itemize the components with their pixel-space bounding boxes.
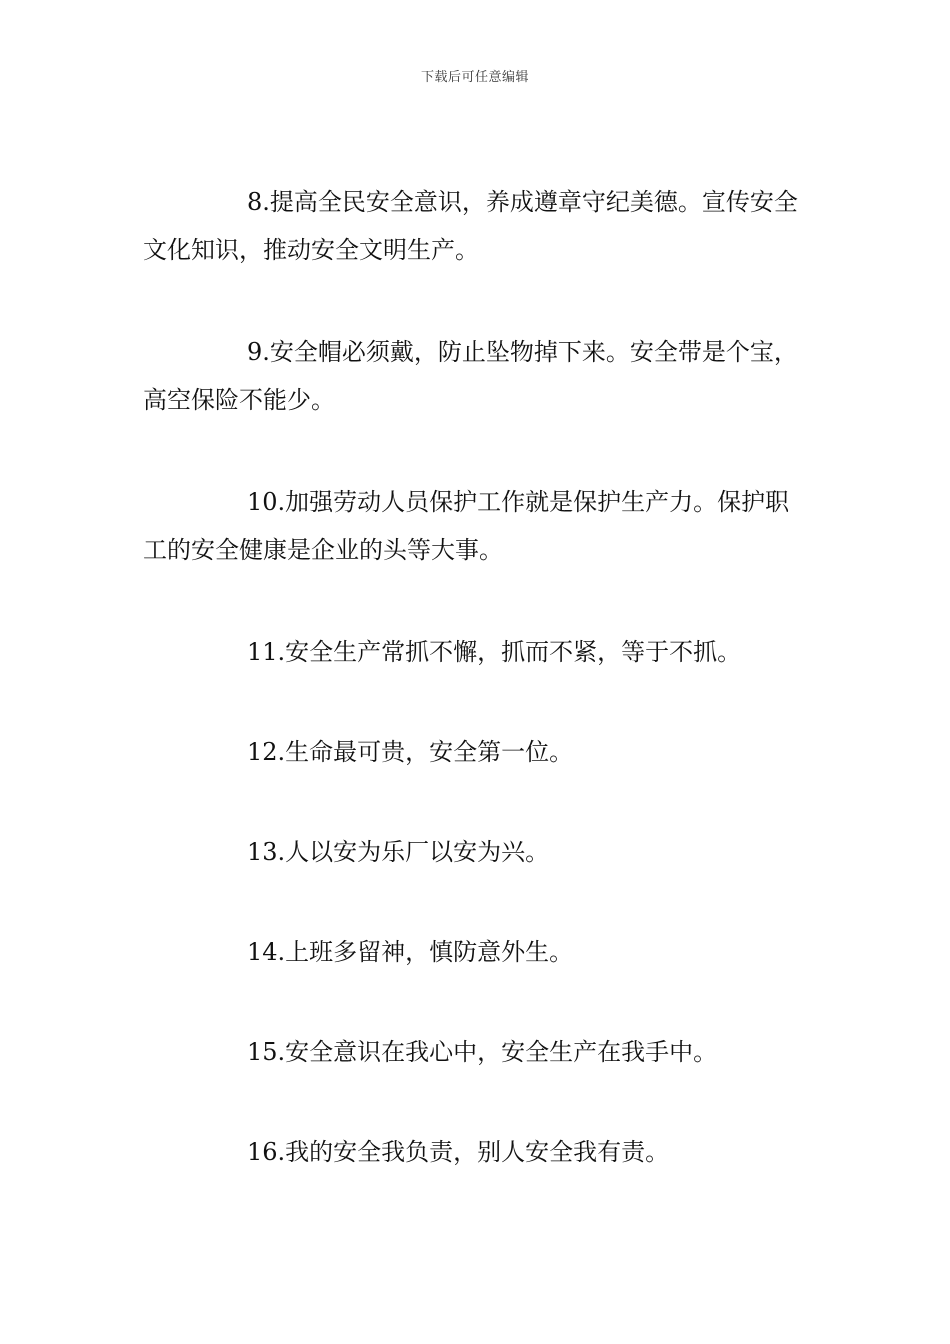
list-item: 15.安全意识在我心中，安全生产在我手中。: [247, 1038, 718, 1066]
list-item: 13.人以安为乐厂以安为兴。: [247, 838, 550, 866]
list-item: 11.安全生产常抓不懈，抓而不紧，等于不抓。: [247, 638, 742, 666]
list-item: 8.提高全民安全意识，养成遵章守纪美德。宣传安全文化知识，推动安全文明生产。: [143, 188, 798, 264]
list-item: 9.安全帽必须戴，防止坠物掉下来。安全带是个宝，高空保险不能少。: [143, 338, 798, 414]
list-item: 12.生命最可贵，安全第一位。: [247, 738, 574, 766]
page-header: 下载后可任意编辑: [420, 70, 529, 85]
list-item: 16.我的安全我负责，别人安全我有责。: [247, 1138, 670, 1166]
document-body: [143, 178, 807, 1228]
list-item: 14.上班多留神，慎防意外生。: [247, 938, 574, 966]
list-item: 10.加强劳动人员保护工作就是保护生产力。保护职工的安全健康是企业的头等大事。: [143, 488, 790, 564]
